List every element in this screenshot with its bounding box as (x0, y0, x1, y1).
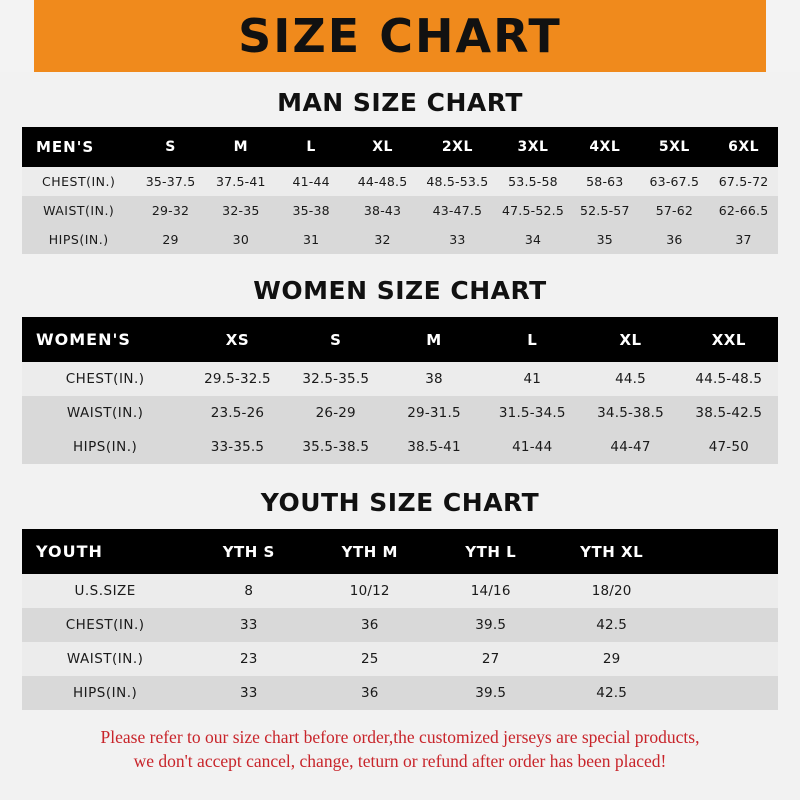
column-header: YTH M (309, 529, 430, 574)
table-row (22, 430, 778, 464)
table-cell: 29-32 (135, 196, 205, 225)
table-cell: 57-62 (640, 196, 710, 225)
table-cell: 26-29 (287, 396, 385, 430)
table-cell: 30 (206, 225, 276, 254)
table-cell: 29 (551, 642, 672, 676)
youth-section-title: YOUTH SIZE CHART (260, 488, 540, 517)
table-cell: 63-67.5 (640, 167, 710, 196)
column-header: YTH L (430, 529, 551, 574)
row-label: HIPS(IN.) (22, 225, 135, 254)
row-label: WAIST(IN.) (22, 642, 188, 676)
column-header (672, 529, 778, 574)
row-label: CHEST(IN.) (22, 167, 135, 196)
table-cell: 10/12 (309, 574, 430, 608)
column-header: WOMEN'S (22, 317, 188, 362)
table-cell: 35-37.5 (135, 167, 205, 196)
table-cell: 62-66.5 (709, 196, 778, 225)
table-cell: 8 (188, 574, 309, 608)
column-header: L (483, 317, 581, 362)
table-cell (672, 676, 778, 710)
column-header: M (206, 127, 276, 167)
column-header: S (287, 317, 385, 362)
table-cell: 35.5-38.5 (287, 430, 385, 464)
table-cell: 25 (309, 642, 430, 676)
table-cell: 58-63 (570, 167, 640, 196)
youth-size-table (22, 529, 778, 710)
column-header: 2XL (419, 127, 496, 167)
table-cell: 31.5-34.5 (483, 396, 581, 430)
column-header: MEN'S (22, 127, 135, 167)
table-cell: 33-35.5 (188, 430, 286, 464)
page-title: SIZE CHART (238, 9, 562, 63)
column-header: L (276, 127, 346, 167)
table-cell: 47-50 (680, 430, 778, 464)
table-cell: 48.5-53.5 (419, 167, 496, 196)
table-cell: 14/16 (430, 574, 551, 608)
table-header-row (22, 127, 778, 167)
column-header: M (385, 317, 483, 362)
table-row (22, 642, 778, 676)
table-cell: 23 (188, 642, 309, 676)
table-row (22, 396, 778, 430)
column-header: YTH XL (551, 529, 672, 574)
column-header: XL (346, 127, 419, 167)
table-cell: 39.5 (430, 608, 551, 642)
table-cell: 33 (188, 608, 309, 642)
table-header-row (22, 529, 778, 574)
table-cell: 31 (276, 225, 346, 254)
table-row (22, 167, 778, 196)
footer-note-line-2: we don't accept cancel, change, teturn or refund after order has been placed! (133, 750, 667, 771)
table-cell: 41 (483, 362, 581, 396)
table-cell: 34.5-38.5 (581, 396, 679, 430)
table-cell: 33 (188, 676, 309, 710)
table-cell: 41-44 (276, 167, 346, 196)
table-cell: 42.5 (551, 608, 672, 642)
table-cell: 36 (309, 608, 430, 642)
table-cell: 38-43 (346, 196, 419, 225)
table-cell: 33 (419, 225, 496, 254)
table-cell: 38.5-41 (385, 430, 483, 464)
column-header: 3XL (496, 127, 570, 167)
row-label: U.S.SIZE (22, 574, 188, 608)
table-row (22, 574, 778, 608)
table-cell: 39.5 (430, 676, 551, 710)
table-row (22, 225, 778, 254)
row-label: WAIST(IN.) (22, 196, 135, 225)
footer-note-line-1: Please refer to our size chart before order,the customized jerseys are special products, (100, 727, 700, 747)
table-row (22, 196, 778, 225)
table-cell (672, 608, 778, 642)
table-cell: 35-38 (276, 196, 346, 225)
table-cell: 44-48.5 (346, 167, 419, 196)
column-header: S (135, 127, 205, 167)
table-cell: 47.5-52.5 (496, 196, 570, 225)
column-header: 4XL (570, 127, 640, 167)
table-cell: 29-31.5 (385, 396, 483, 430)
column-header: 5XL (640, 127, 710, 167)
table-cell: 36 (309, 676, 430, 710)
column-header: XL (581, 317, 679, 362)
row-label: HIPS(IN.) (22, 430, 188, 464)
table-cell: 37 (709, 225, 778, 254)
table-cell: 36 (640, 225, 710, 254)
table-cell: 41-44 (483, 430, 581, 464)
table-cell: 35 (570, 225, 640, 254)
table-cell (672, 574, 778, 608)
table-row (22, 608, 778, 642)
table-cell: 18/20 (551, 574, 672, 608)
column-header: YTH S (188, 529, 309, 574)
column-header: XXL (680, 317, 778, 362)
women-section-title: WOMEN SIZE CHART (253, 276, 547, 305)
table-cell: 23.5-26 (188, 396, 286, 430)
column-header: YOUTH (22, 529, 188, 574)
table-row (22, 676, 778, 710)
table-cell: 38 (385, 362, 483, 396)
men-size-table (22, 127, 778, 254)
table-cell: 44.5-48.5 (680, 362, 778, 396)
table-cell: 43-47.5 (419, 196, 496, 225)
row-label: HIPS(IN.) (22, 676, 188, 710)
table-cell: 29 (135, 225, 205, 254)
women-size-table (22, 317, 778, 464)
table-cell: 32.5-35.5 (287, 362, 385, 396)
table-cell: 32-35 (206, 196, 276, 225)
table-cell: 34 (496, 225, 570, 254)
header-band (0, 0, 800, 72)
table-cell: 38.5-42.5 (680, 396, 778, 430)
men-section-title: MAN SIZE CHART (277, 88, 523, 117)
table-cell: 67.5-72 (709, 167, 778, 196)
table-cell (672, 642, 778, 676)
table-cell: 44.5 (581, 362, 679, 396)
table-cell: 29.5-32.5 (188, 362, 286, 396)
table-cell: 53.5-58 (496, 167, 570, 196)
column-header: XS (188, 317, 286, 362)
column-header: 6XL (709, 127, 778, 167)
row-label: CHEST(IN.) (22, 362, 188, 396)
table-cell: 27 (430, 642, 551, 676)
table-header-row (22, 317, 778, 362)
table-cell: 44-47 (581, 430, 679, 464)
table-cell: 37.5-41 (206, 167, 276, 196)
footer-note (22, 726, 778, 773)
table-cell: 32 (346, 225, 419, 254)
row-label: WAIST(IN.) (22, 396, 188, 430)
table-cell: 52.5-57 (570, 196, 640, 225)
row-label: CHEST(IN.) (22, 608, 188, 642)
table-cell: 42.5 (551, 676, 672, 710)
table-row (22, 362, 778, 396)
content-area (0, 88, 800, 773)
